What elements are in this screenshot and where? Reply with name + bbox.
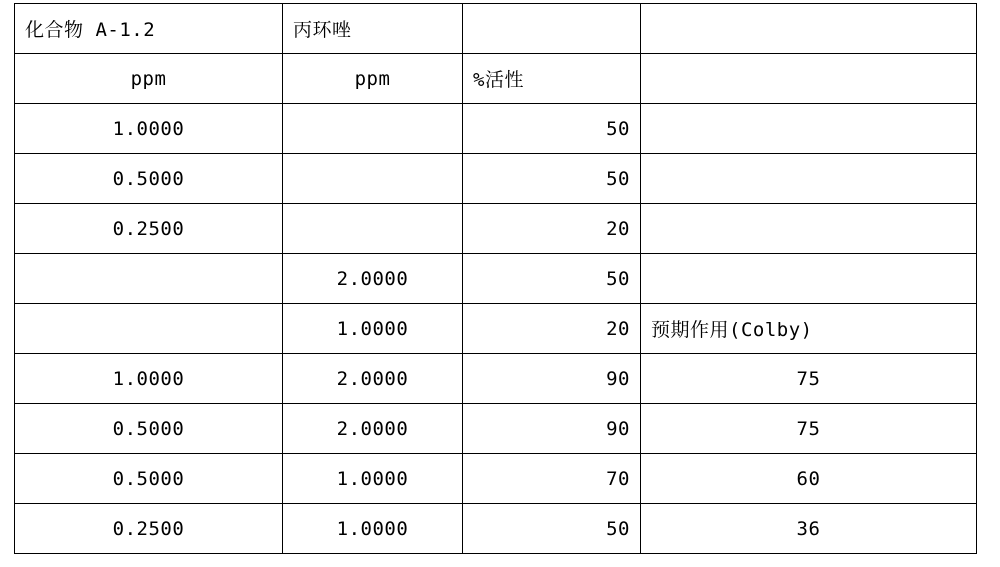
- cell-activity: 50: [463, 254, 641, 304]
- header-unit-activity: %活性: [463, 54, 641, 104]
- table-row: [15, 104, 977, 154]
- cell-expected: [641, 104, 977, 154]
- cell-compound-ppm: 0.5000: [15, 454, 283, 504]
- cell-compound-ppm: 0.5000: [15, 154, 283, 204]
- cell-compound-ppm: 1.0000: [15, 104, 283, 154]
- cell-activity: 20: [463, 204, 641, 254]
- table-row: [15, 304, 977, 354]
- table-row: [15, 404, 977, 454]
- header-blank-4: [641, 4, 977, 54]
- cell-compound-ppm: 1.0000: [15, 354, 283, 404]
- header-compound-a12: 化合物 A-1.2: [15, 4, 283, 54]
- cell-propiconazole-ppm: 1.0000: [283, 504, 463, 554]
- cell-activity: 20: [463, 304, 641, 354]
- cell-propiconazole-ppm: [283, 154, 463, 204]
- cell-expected: 75: [641, 354, 977, 404]
- cell-activity: 90: [463, 404, 641, 454]
- cell-propiconazole-ppm: 2.0000: [283, 354, 463, 404]
- cell-compound-ppm: 0.2500: [15, 504, 283, 554]
- cell-expected: [641, 204, 977, 254]
- table-header-row-compounds: [15, 4, 977, 54]
- table-row: [15, 354, 977, 404]
- table-row: [15, 504, 977, 554]
- cell-propiconazole-ppm: 2.0000: [283, 404, 463, 454]
- table-row: [15, 254, 977, 304]
- cell-compound-ppm: [15, 304, 283, 354]
- cell-expected-label: 预期作用(Colby): [641, 304, 977, 354]
- activity-data-table: [14, 3, 977, 554]
- cell-activity: 50: [463, 154, 641, 204]
- table-row: [15, 454, 977, 504]
- cell-compound-ppm: 0.2500: [15, 204, 283, 254]
- cell-expected: 60: [641, 454, 977, 504]
- cell-propiconazole-ppm: [283, 104, 463, 154]
- cell-expected: [641, 154, 977, 204]
- cell-expected: 36: [641, 504, 977, 554]
- cell-activity: 70: [463, 454, 641, 504]
- cell-compound-ppm: 0.5000: [15, 404, 283, 454]
- document-page: [0, 3, 1000, 567]
- cell-activity: 50: [463, 104, 641, 154]
- header-propiconazole: 丙环唑: [283, 4, 463, 54]
- cell-propiconazole-ppm: 1.0000: [283, 454, 463, 504]
- cell-activity: 50: [463, 504, 641, 554]
- cell-expected: [641, 254, 977, 304]
- cell-expected: 75: [641, 404, 977, 454]
- cell-propiconazole-ppm: 2.0000: [283, 254, 463, 304]
- table-header-row-units: [15, 54, 977, 104]
- header-blank-3: [463, 4, 641, 54]
- cell-activity: 90: [463, 354, 641, 404]
- header-unit-ppm-2: ppm: [283, 54, 463, 104]
- header-unit-blank-4: [641, 54, 977, 104]
- table-row: [15, 154, 977, 204]
- cell-propiconazole-ppm: 1.0000: [283, 304, 463, 354]
- header-unit-ppm-1: ppm: [15, 54, 283, 104]
- cell-propiconazole-ppm: [283, 204, 463, 254]
- table-row: [15, 204, 977, 254]
- cell-compound-ppm: [15, 254, 283, 304]
